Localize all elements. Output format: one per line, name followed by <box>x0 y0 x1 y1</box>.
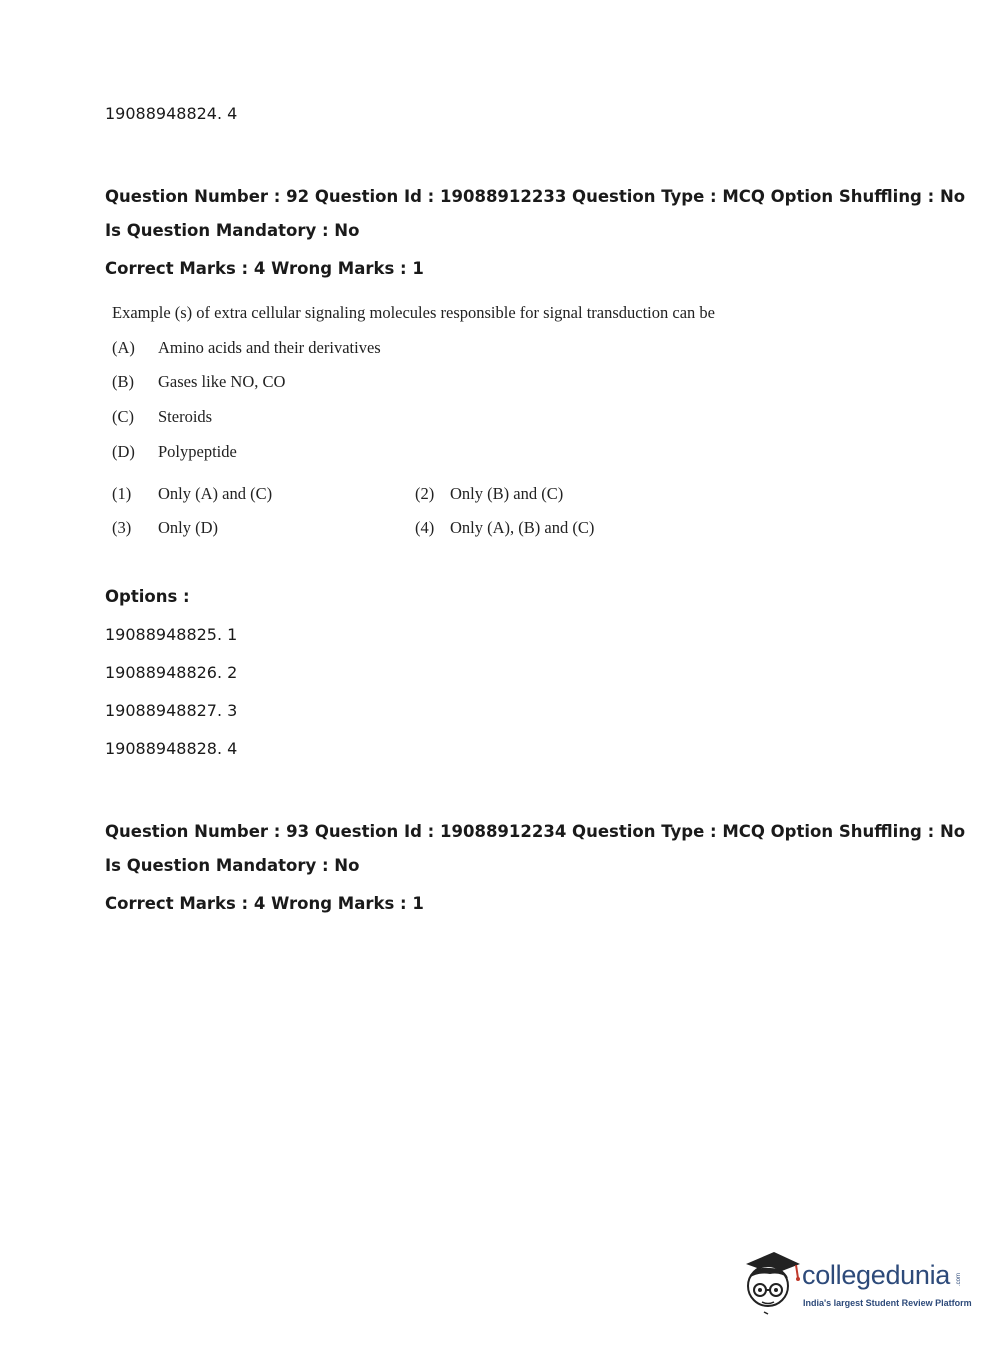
statement-label: (B) <box>112 372 134 391</box>
choice-label: (4) <box>415 518 435 537</box>
choice-text: Only (B) and (C) <box>450 484 564 503</box>
q92-header: Question Number : 92 Question Id : 19088912233 Question Type : MCQ Option Shuffling : No <box>105 187 966 206</box>
choice-label: (3) <box>112 518 132 537</box>
prev-option-4: 19088948824. 4 <box>105 104 238 123</box>
option-item: 19088948826. 2 <box>105 663 238 682</box>
statement-label: (C) <box>112 407 134 426</box>
choice-label: (1) <box>112 484 132 503</box>
statement-text: Amino acids and their derivatives <box>158 338 381 357</box>
q93-marks: Correct Marks : 4 Wrong Marks : 1 <box>105 894 424 913</box>
q93-header: Question Number : 93 Question Id : 19088912234 Question Type : MCQ Option Shuffling : No <box>105 822 966 841</box>
choice-text: Only (A) and (C) <box>158 484 273 503</box>
collegedunia-logo[interactable] <box>740 1248 970 1318</box>
logo-name: collegedunia <box>802 1260 951 1290</box>
option-item: 19088948825. 1 <box>105 625 238 644</box>
logo-tagline: India's largest Student Review Platform <box>803 1298 972 1308</box>
q92-mandatory: Is Question Mandatory : No <box>105 221 360 240</box>
statement-text: Polypeptide <box>158 442 237 461</box>
option-item: 19088948828. 4 <box>105 739 238 758</box>
choice-text: Only (D) <box>158 518 219 537</box>
choice-label: (2) <box>415 484 435 503</box>
statement-text: Steroids <box>158 407 213 426</box>
options-heading: Options : <box>105 587 190 606</box>
statement-label: (D) <box>112 442 135 461</box>
option-item: 19088948827. 3 <box>105 701 238 720</box>
q92-marks: Correct Marks : 4 Wrong Marks : 1 <box>105 259 424 278</box>
statement-text: Gases like NO, CO <box>158 372 286 391</box>
q93-mandatory: Is Question Mandatory : No <box>105 856 360 875</box>
logo-suffix: .com <box>956 1272 962 1286</box>
statement-label: (A) <box>112 338 135 357</box>
choice-text: Only (A), (B) and (C) <box>450 518 595 537</box>
q92-stem: Example (s) of extra cellular signaling molecules responsible for signal transduction can be <box>112 303 715 322</box>
mascot-icon <box>740 1248 802 1318</box>
